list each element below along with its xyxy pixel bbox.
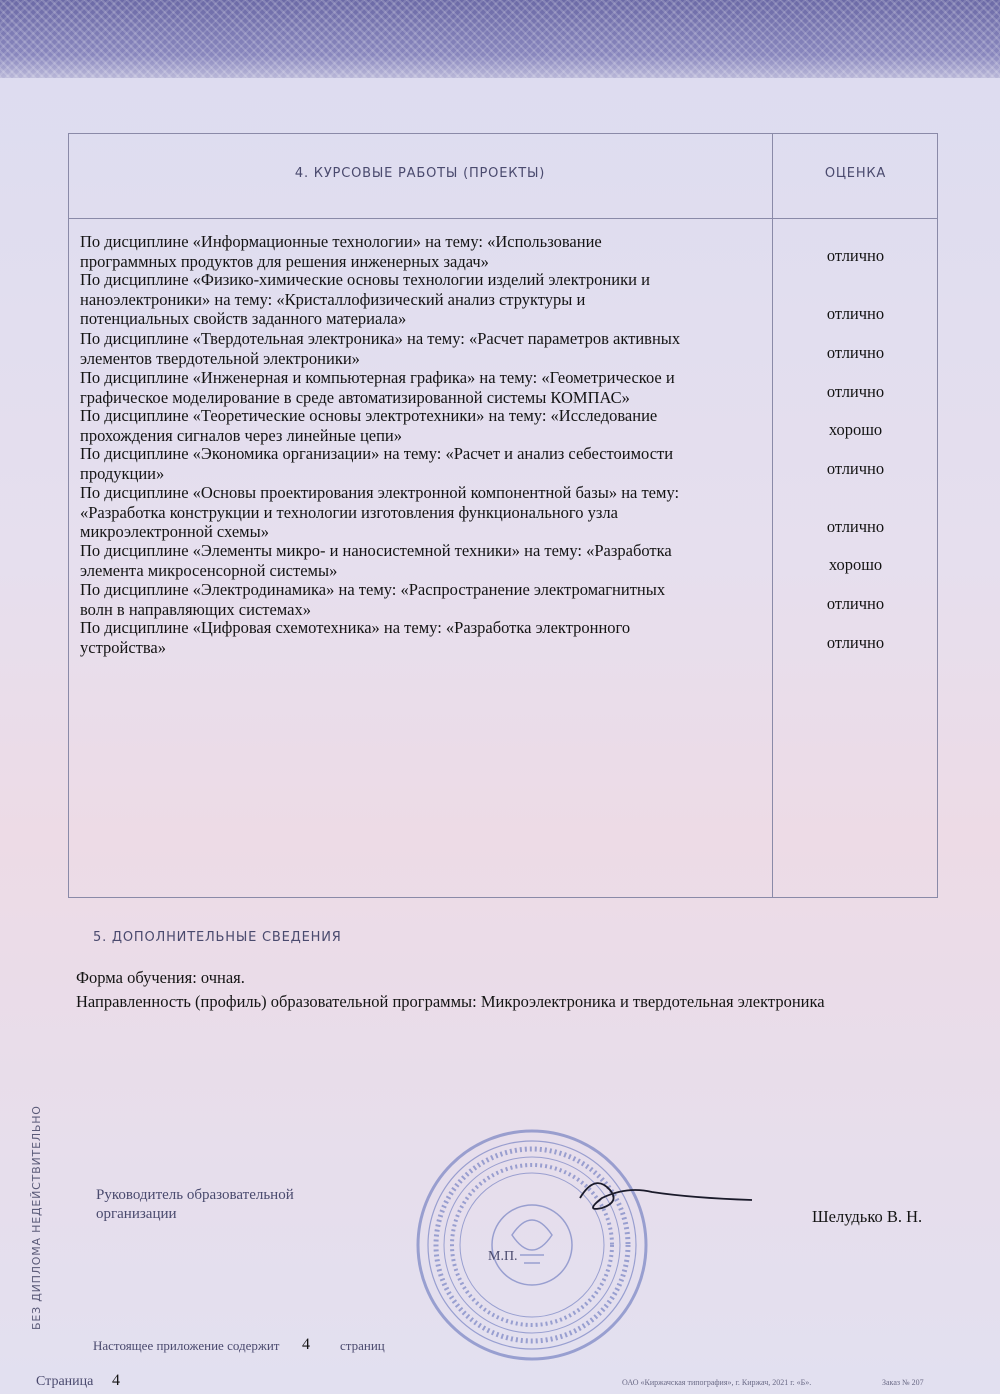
table-row: [80, 329, 770, 368]
table-row: [80, 406, 770, 445]
table-row: [80, 483, 770, 542]
grade: отлично: [826, 459, 885, 478]
row-line: потенциальных свойств заданного материала»: [80, 309, 407, 328]
table-row: [80, 444, 770, 483]
page-number: 4: [112, 1372, 120, 1389]
row-line: По дисциплине «Теоретические основы электротехники» на тему: «Исследование: [80, 406, 658, 425]
row-line: По дисциплине «Экономика организации» на тему: «Расчет и анализ себестоимости: [80, 444, 674, 463]
table-row: [80, 232, 770, 271]
pages-prefix: Настоящее приложение содержит: [93, 1338, 280, 1353]
printer-info: ОАО «Киржачская типография», г. Киржач, 2021 г. «Б».: [622, 1378, 812, 1387]
grade: отлично: [826, 246, 885, 265]
table-row: [80, 580, 770, 619]
grade: отлично: [826, 382, 885, 401]
row-line: По дисциплине «Цифровая схемотехника» на тему: «Разработка электронного: [80, 618, 631, 637]
stamp-label: М.П.: [488, 1249, 518, 1264]
security-band: [0, 0, 1000, 78]
row-line: элементов твердотельной электроники»: [80, 348, 360, 368]
grade: отлично: [826, 304, 885, 323]
head-name: Шелудько В. Н.: [812, 1207, 923, 1226]
row-line: По дисциплине «Физико-химические основы технологии изделий электроники и: [80, 270, 650, 289]
pages-count: 4: [302, 1336, 310, 1353]
row-line: программных продуктов для решения инженерных задач»: [80, 251, 489, 271]
pages-suffix: страниц: [340, 1338, 385, 1353]
signature-icon: [560, 1168, 760, 1218]
row-line: По дисциплине «Основы проектирования электронной компонентной базы» на тему:: [80, 483, 680, 502]
table-row: [80, 270, 770, 329]
row-line: наноэлектроники» на тему: «Кристаллофизический анализ структуры и: [80, 289, 586, 309]
grade: отлично: [826, 633, 885, 652]
row-line: По дисциплине «Информационные технологии» на тему: «Использование: [80, 232, 602, 251]
row-line: «Разработка конструкции и технологии изготовления функционального узла: [80, 502, 618, 522]
header-divider: [68, 218, 938, 219]
grade: отлично: [826, 517, 885, 536]
stamp-seal-icon: [412, 1125, 652, 1365]
row-line: элемента микросенсорной системы»: [80, 560, 338, 580]
validity-note: БЕЗ ДИПЛОМА НЕДЕЙСТВИТЕЛЬНО: [30, 1105, 43, 1330]
row-line: По дисциплине «Электродинамика» на тему: «Распространение электромагнитных: [80, 580, 666, 599]
row-line: По дисциплине «Твердотельная электроника» на тему: «Расчет параметров активных: [80, 329, 681, 348]
table-header-grade: ОЦЕНКА: [824, 166, 887, 181]
grade: отлично: [826, 594, 885, 613]
row-line: волн в направляющих системах»: [80, 599, 311, 619]
grade: отлично: [826, 343, 885, 362]
order-number: Заказ № 207: [882, 1378, 924, 1387]
section-title: 5. ДОПОЛНИТЕЛЬНЫЕ СВЕДЕНИЯ: [93, 930, 342, 945]
row-line: По дисциплине «Элементы микро- и наносистемной техники» на тему: «Разработка: [80, 541, 672, 560]
row-line: устройства»: [80, 637, 166, 657]
table-row: [80, 368, 770, 407]
row-line: микроэлектронной схемы»: [80, 522, 269, 541]
head-label: Руководитель образовательной организации: [96, 1187, 294, 1222]
program-profile: Направленность (профиль) образовательной программы: Микроэлектроника и твердотельная электроника: [76, 992, 825, 1011]
table-row: [80, 618, 770, 657]
page-label: Страница: [36, 1374, 94, 1389]
grade: хорошо: [828, 555, 883, 574]
grade: хорошо: [828, 420, 883, 439]
table-header-title: 4. КУРСОВЫЕ РАБОТЫ (ПРОЕКТЫ): [294, 166, 546, 181]
study-form: Форма обучения: очная.: [76, 968, 245, 987]
row-line: прохождения сигналов через линейные цепи»: [80, 425, 403, 445]
row-line: По дисциплине «Инженерная и компьютерная графика» на тему: «Геометрическое и: [80, 368, 675, 387]
row-line: графическое моделирование в среде автоматизированной системы КОМПАС»: [80, 387, 630, 407]
row-line: продукции»: [80, 463, 165, 483]
table-row: [80, 541, 770, 580]
